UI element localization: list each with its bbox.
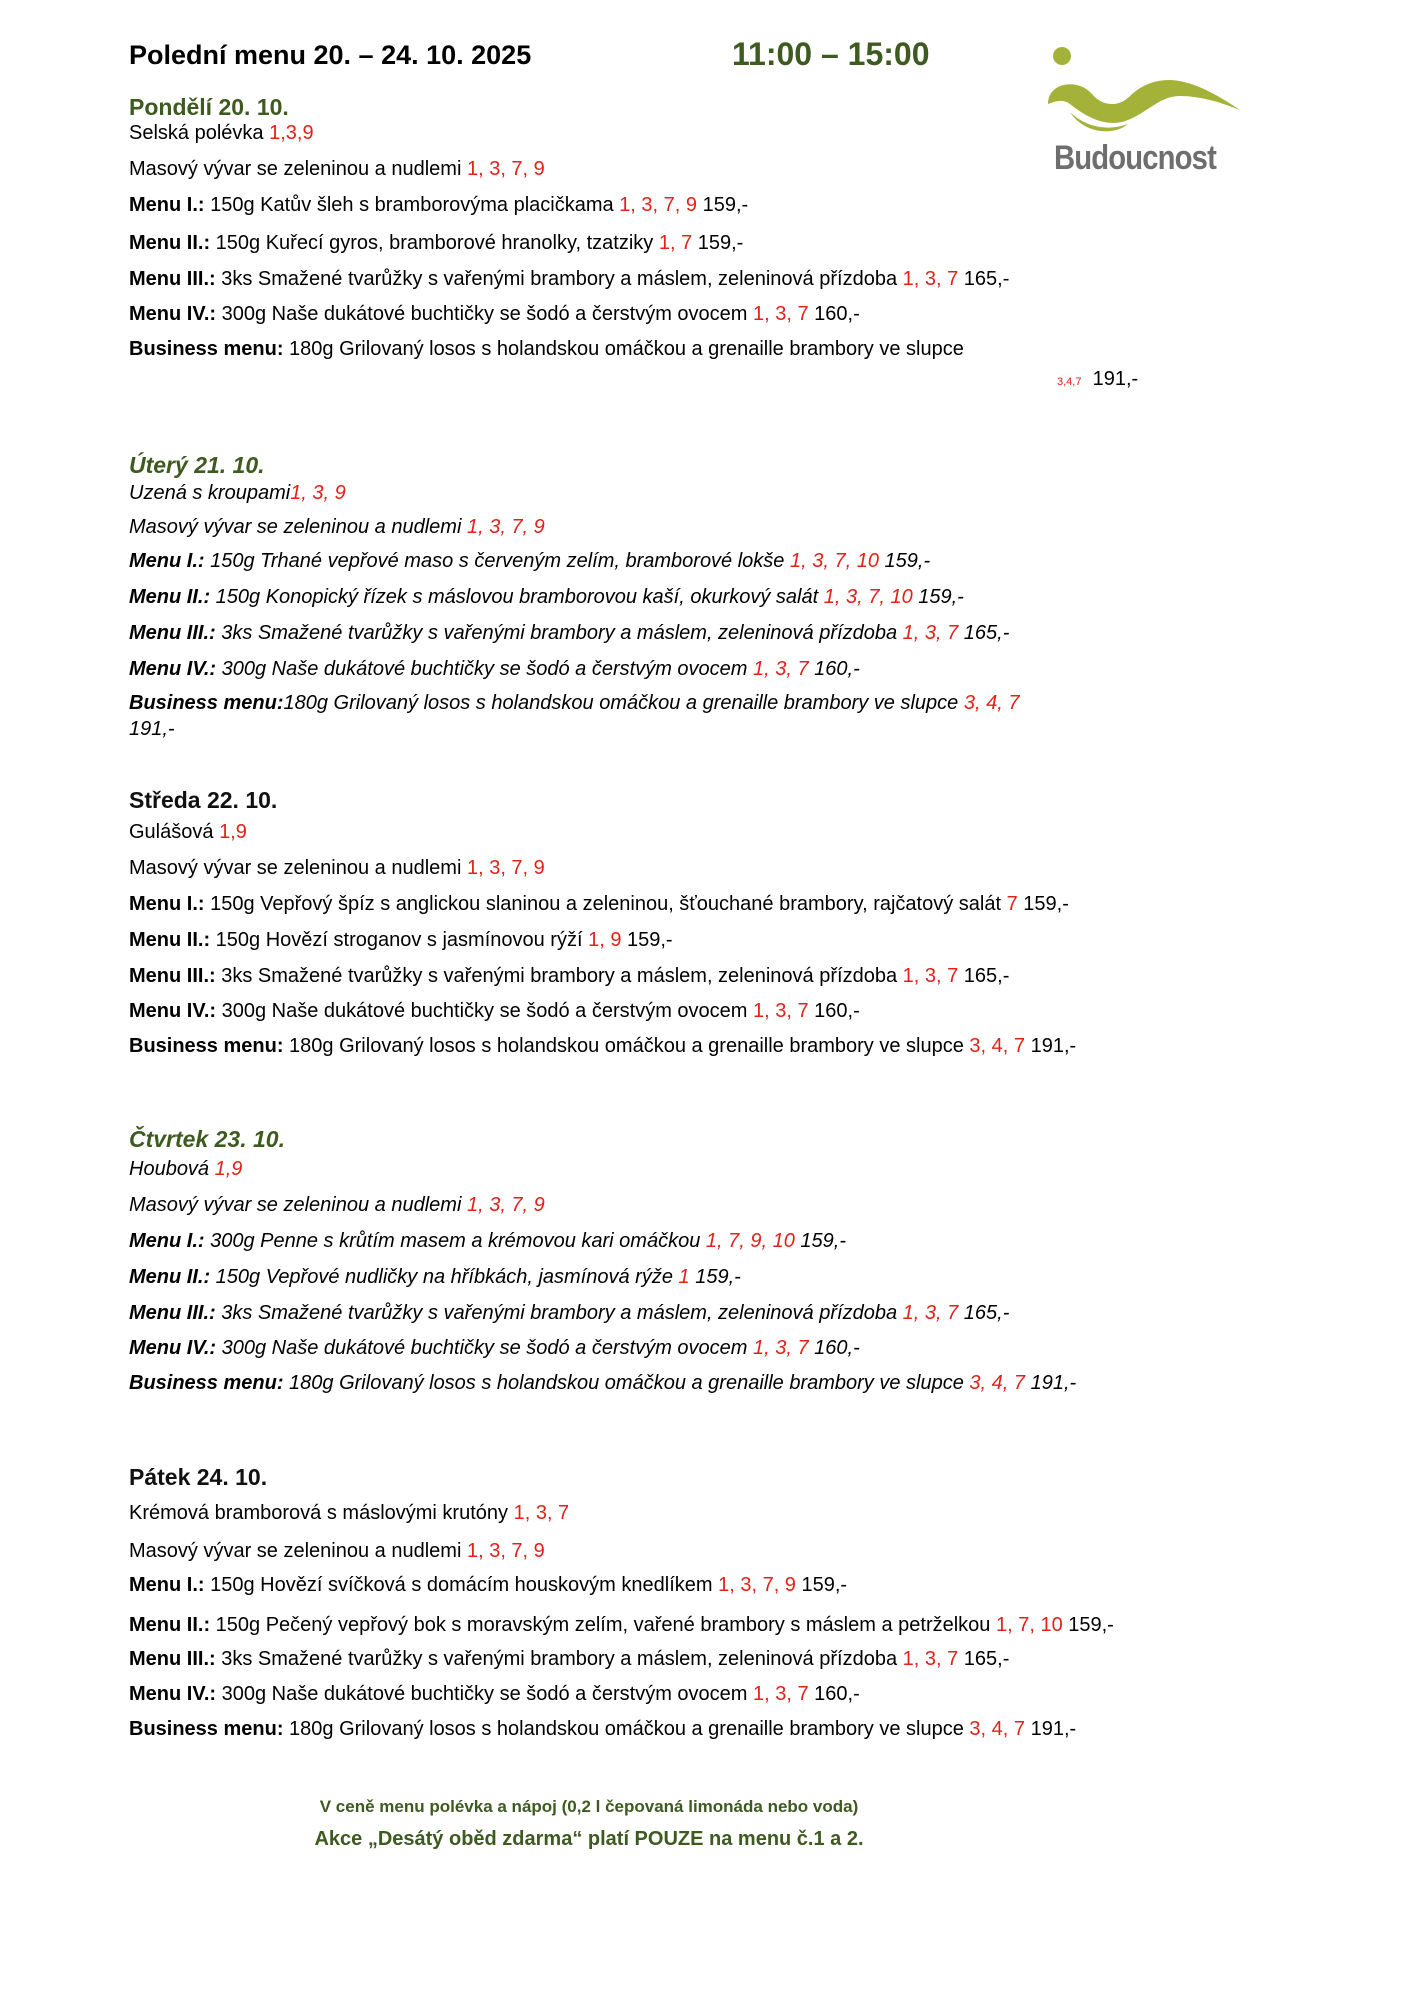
menu-line [129,1572,1229,1598]
allergens: 1, 3, 7, 9 [619,194,698,216]
price: 159,- [697,194,749,216]
menu-text: 150g Hovězí svíčková s domácím houskovým knedlíkem [204,1574,719,1596]
allergens: 1, 7 [658,232,693,254]
price: 160,- [808,1000,860,1022]
soup-text: Masový vývar se zeleninou a nudlemi [129,158,467,180]
menu-text: 150g Konopický řízek s máslovou bramborovou kaší, okurkový salát [210,586,824,608]
price: 160,- [808,658,860,680]
menu-line [129,230,1229,256]
footer-note: V ceně menu polévka a nápoj (0,2 l čepovaná limonáda nebo voda) [319,1797,859,1816]
day-thursday [129,1122,1229,1396]
soup-line [129,156,1229,182]
menu-text: 3ks Smažené tvarůžky s vařenými brambory a máslem, zeleninová přízdoba [215,622,903,644]
menu-text: 150g Vepřové nudličky na hříbkách, jasmínová rýže [210,1266,679,1288]
allergens: 1, 3, 7 [753,1000,809,1022]
allergens: 3, 4, 7 [969,1035,1026,1057]
menu-label: Menu I.: [129,893,205,915]
menu-label: Menu IV.: [129,658,217,680]
allergens: 1, 3, 7 [513,1502,570,1524]
soup-text: Masový vývar se zeleninou a nudlemi [129,1540,467,1562]
menu-line [129,1264,1229,1290]
menu-label: Menu I.: [129,1230,205,1252]
soup-text: Selská polévka [129,122,270,144]
menu-line [129,998,1229,1024]
price: 159,- [621,929,673,951]
allergens: 1, 3, 7 [902,1302,959,1324]
price: 160,- [808,1683,860,1705]
allergens: 1, 7, 9, 10 [705,1230,795,1252]
allergens: 7 [1006,893,1018,915]
menu-text: 300g Naše dukátové buchtičky se šodó a čerstvým ovocem [216,1000,753,1022]
price: 159,- [912,586,964,608]
menu-line [129,620,1229,646]
soup-text: Masový vývar se zeleninou a nudlemi [129,857,467,879]
menu-text: 180g Grilovaný losos s holandskou omáčkou a grenaille brambory ve slupce [283,692,964,714]
soup-line [129,1500,1229,1526]
menu-text: 180g Grilovaný losos s holandskou omáčkou a grenaille brambory ve slupce [283,1035,970,1057]
soup-text: Krémová bramborová s máslovými krutóny [129,1502,514,1524]
menu-label: Business menu: [129,692,284,714]
soup-text: Masový vývar se zeleninou a nudlemi [129,1194,467,1216]
allergens: 1, 3, 7 [902,268,959,290]
menu-label: Menu III.: [129,268,216,290]
allergens: 1, 3, 7, 9 [466,1540,545,1562]
menu-text: 180g Grilovaný losos s holandskou omáčkou a grenaille brambory ve slupce [283,1718,970,1740]
day-title: Středa 22. 10. [129,787,278,813]
price: 159,- [795,1574,848,1596]
menu-text: 3ks Smažené tvarůžky s vařenými brambory a máslem, zeleninová přízdoba [215,1648,903,1670]
menu-text: 300g Naše dukátové buchtičky se šodó a čerstvým ovocem [216,658,753,680]
day-title: Úterý 21. 10. [129,452,265,478]
menu-text: 3ks Smažené tvarůžky s vařenými brambory a máslem, zeleninová přízdoba [215,1302,903,1324]
allergens: 1,9 [219,821,247,843]
day-title: Pondělí 20. 10. [129,94,289,120]
menu-label: Menu II.: [129,929,211,951]
price: 165,- [958,1302,1010,1324]
price: 165,- [958,268,1010,290]
allergens: 1, 3, 7 [753,303,809,325]
menu-line [129,1033,1229,1059]
menu-line [129,584,1229,610]
day-wednesday [129,783,1229,1059]
menu-line [129,192,1229,218]
menu-text: 150g Vepřový špíz s anglickou slaninou a zeleninou, šťouchané brambory, rajčatový salát [204,893,1007,915]
soup-line [129,514,1229,540]
allergens: 1, 3, 7, 9 [466,516,545,538]
price: 159,- [692,232,744,254]
menu-label: Menu II.: [129,232,211,254]
price: 159,- [1062,1614,1114,1636]
menu-line [129,690,1229,716]
menu-label: Business menu: [129,1372,284,1394]
menu-line [129,927,1229,953]
logo-text: Budoucnost [1054,139,1216,177]
allergens: 3, 4, 7 [969,1372,1026,1394]
price: 160,- [808,1337,860,1359]
allergens: 3,4,7 [1057,376,1082,388]
menu-label: Business menu: [129,338,284,360]
menu-text: 150g Hovězí stroganov s jasmínovou rýží [210,929,589,951]
menu-line [129,266,1229,292]
allergens: 1, 3, 7 [902,622,959,644]
allergens: 1,9 [214,1158,243,1180]
menu-text: 150g Trhané vepřové maso s červeným zelím, bramborové lokše [204,550,790,572]
opening-hours: 11:00 – 15:00 [732,36,930,72]
menu-line [129,891,1229,917]
allergens: 3, 4, 7 [969,1718,1026,1740]
price: 191,- [1025,1035,1077,1057]
allergens: 1, 3, 7, 10 [823,586,913,608]
menu-text: 300g Naše dukátové buchtičky se šodó a čerstvým ovocem [216,1337,753,1359]
menu-line [129,1228,1229,1254]
menu-label: Menu III.: [129,1302,216,1324]
menu-line [129,1370,1229,1396]
menu-label: Menu II.: [129,1266,211,1288]
price: 191,- [1025,1718,1077,1740]
soup-line [129,1156,1229,1182]
allergens: 1,3,9 [269,122,314,144]
allergens: 1, 3, 7, 10 [790,550,879,572]
allergens: 1, 7, 10 [995,1614,1063,1636]
menu-label: Business menu: [129,1718,284,1740]
soup-line [129,1538,1229,1564]
menu-line [129,301,1229,327]
allergens: 1 [678,1266,690,1288]
allergens: 1, 3, 7, 9 [718,1574,796,1596]
price: 159,- [878,550,931,572]
allergens: 1, 3, 9 [290,482,346,504]
menu-text: 150g Katův šleh s bramborovýma placičkama [204,194,620,216]
menu-label: Menu IV.: [129,1337,217,1359]
menu-line [129,963,1229,989]
allergens: 1, 3, 7, 9 [466,1194,545,1216]
day-monday [129,90,1229,395]
day-friday [129,1460,1229,1742]
footer-promo: Akce „Desátý oběd zdarma“ platí POUZE na menu č.1 a 2. [314,1828,864,1850]
menu-label: Menu IV.: [129,1000,217,1022]
price: 191,- [129,718,175,740]
menu-text: 150g Pečený vepřový bok s moravským zelím, vařené brambory s máslem a petrželkou [210,1614,996,1636]
price: 160,- [808,303,860,325]
page-title: Polední menu 20. – 24. 10. 2025 [129,40,532,70]
soup-text: Gulášová [129,821,220,843]
menu-line [129,336,1229,362]
price: 191,- [1092,368,1139,390]
soup-text: Uzená s kroupami [129,482,291,504]
menu-text: 150g Kuřecí gyros, bramborové hranolky, tzatziky [210,232,659,254]
soup-text: Masový vývar se zeleninou a nudlemi [129,516,467,538]
soup-line [129,855,1229,881]
menu-text: 3ks Smažené tvarůžky s vařenými brambory a máslem, zeleninová přízdoba [215,965,903,987]
menu-label: Menu I.: [129,194,205,216]
price: 159,- [1017,893,1069,915]
soup-line [129,480,1229,506]
menu-label: Menu III.: [129,1648,216,1670]
allergens: 1, 3, 7 [753,658,809,680]
allergens: 1, 3, 7 [753,1683,809,1705]
menu-text: 300g Penne s krůtím masem a krémovou kari omáčkou [204,1230,706,1252]
price: 159,- [794,1230,846,1252]
menu-line [129,1612,1229,1638]
price: 159,- [689,1266,741,1288]
menu-label: Menu II.: [129,586,211,608]
price: 165,- [958,965,1010,987]
menu-label: Business menu: [129,1035,284,1057]
menu-label: Menu I.: [129,1574,205,1596]
menu-label: Menu IV.: [129,303,217,325]
soup-line [129,120,1229,146]
business-price-line [129,366,1229,395]
price: 191,- [1025,1372,1077,1394]
soup-text: Houbová [129,1158,215,1180]
menu-line [129,1646,1229,1672]
allergens: 1, 3, 7 [753,1337,809,1359]
allergens: 1, 3, 7, 9 [466,158,545,180]
price: 165,- [958,1648,1010,1670]
business-price-line [129,716,1229,742]
allergens: 1, 9 [588,929,622,951]
menu-line [129,1300,1229,1326]
menu-text: 3ks Smažené tvarůžky s vařenými brambory a máslem, zeleninová přízdoba [215,268,903,290]
allergens: 1, 3, 7 [902,1648,959,1670]
menu-line [129,1681,1229,1707]
menu-text: 180g Grilovaný losos s holandskou omáčkou a grenaille brambory ve slupce [283,1372,970,1394]
menu-label: Menu III.: [129,965,216,987]
menu-label: Menu I.: [129,550,205,572]
allergens: 1, 3, 7, 9 [466,857,545,879]
menu-line [129,548,1229,574]
day-title: Pátek 24. 10. [129,1464,268,1490]
menu-text: 300g Naše dukátové buchtičky se šodó a čerstvým ovocem [216,303,753,325]
allergens: 1, 3, 7 [902,965,959,987]
day-title: Čtvrtek 23. 10. [129,1126,285,1152]
menu-line [129,656,1229,682]
menu-text: 180g Grilovaný losos s holandskou omáčkou a grenaille brambory ve slupce [283,338,964,360]
menu-line [129,1335,1229,1361]
price: 165,- [958,622,1010,644]
menu-line [129,1716,1229,1742]
day-tuesday [129,448,1229,742]
soup-line [129,1192,1229,1218]
menu-label: Menu II.: [129,1614,211,1636]
soup-line [129,819,1229,845]
menu-label: Menu III.: [129,622,216,644]
menu-text: 300g Naše dukátové buchtičky se šodó a čerstvým ovocem [216,1683,753,1705]
allergens: 3, 4, 7 [963,692,1020,714]
menu-label: Menu IV.: [129,1683,217,1705]
